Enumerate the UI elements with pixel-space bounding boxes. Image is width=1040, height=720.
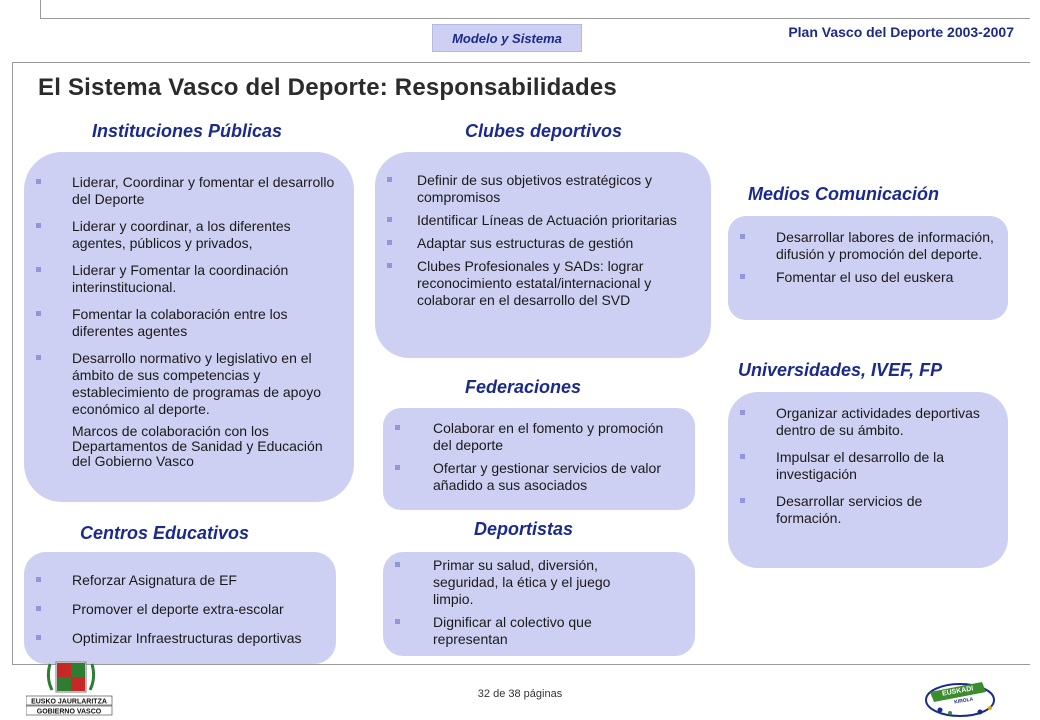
- clubes-list: [375, 172, 693, 309]
- left-rule: [12, 62, 13, 664]
- federaciones-list: [383, 420, 681, 494]
- clubes-box: [375, 152, 711, 358]
- logo-right-line2: KIROLA: [953, 696, 974, 706]
- page-title: El Sistema Vasco del Deporte: Responsabilidades: [38, 74, 617, 101]
- medios-box: [728, 216, 1008, 320]
- universidades-heading: Universidades, IVEF, FP: [738, 360, 943, 380]
- page-number: 32 de 38 páginas: [477, 688, 563, 700]
- instituciones-note: Marcos de colaboración con los Departamentos de Sanidad y Educación del Gobierno Vasco: [72, 423, 323, 469]
- logo-left-line2: GOBIERNO VASCO: [36, 708, 102, 716]
- top-rule: [40, 18, 1030, 19]
- list-item: Definir de sus objetivos estratégicos y compromisos: [375, 172, 693, 206]
- list-item: Identificar Líneas de Actuación prioritarias: [375, 212, 693, 229]
- list-item: Desarrollar labores de información, difusión y promoción del deporte.: [728, 229, 994, 263]
- header-rule: [12, 62, 1030, 63]
- deportistas-box: [383, 552, 695, 656]
- gobierno-vasco-logo: [26, 660, 116, 716]
- list-item: Liderar, Coordinar y fomentar el desarrollo del Deporte: [24, 174, 340, 208]
- universidades-box: [728, 392, 1008, 568]
- clubes-heading: Clubes deportivos: [465, 121, 623, 141]
- list-item: Colaborar en el fomento y promoción del deporte: [383, 420, 681, 454]
- footer-rule: [12, 664, 1030, 665]
- instituciones-heading: Instituciones Públicas: [92, 121, 283, 141]
- universidades-list: [728, 405, 986, 527]
- federaciones-box: [383, 408, 695, 510]
- plan-title: Plan Vasco del Deporte 2003-2007: [788, 24, 1014, 40]
- list-item: Liderar y coordinar, a los diferentes agentes, públicos y privados,: [24, 218, 340, 252]
- section-tag: Modelo y Sistema: [432, 24, 582, 52]
- list-item: Organizar actividades deportivas dentro de su ámbito.: [728, 405, 986, 439]
- list-item: Reforzar Asignatura de EF: [24, 572, 336, 589]
- instituciones-box: [24, 152, 354, 502]
- centros-list: [24, 572, 336, 647]
- federaciones-heading: Federaciones: [465, 377, 582, 397]
- medios-list: [728, 229, 994, 286]
- centros-box: [24, 552, 336, 664]
- left-rule-top: [40, 0, 41, 18]
- instituciones-list: [24, 174, 340, 418]
- list-item: Desarrollo normativo y legislativo en el ámbito de sus competencias y establecimiento de programas de apoyo económico al deporte.: [24, 350, 340, 418]
- list-item: Ofertar y gestionar servicios de valor añadido a sus asociados: [383, 460, 681, 494]
- list-item: Primar su salud, diversión, seguridad, la ética y el juego limpio.: [383, 557, 651, 608]
- list-item: Adaptar sus estructuras de gestión: [375, 235, 693, 252]
- list-item: Fomentar la colaboración entre los diferentes agentes: [24, 306, 340, 340]
- list-item: Impulsar el desarrollo de la investigación: [728, 449, 986, 483]
- list-item: Optimizar Infraestructuras deportivas: [24, 630, 336, 647]
- list-item: Liderar y Fomentar la coordinación interinstitucional.: [24, 262, 340, 296]
- centros-heading: Centros Educativos: [80, 523, 250, 543]
- euskadi-kirola-logo: [920, 678, 1000, 718]
- list-item: Clubes Profesionales y SADs: lograr reconocimiento estatal/internacional y colaborar en el desarrollo del SVD: [375, 258, 693, 309]
- list-item: Fomentar el uso del euskera: [728, 269, 994, 286]
- deportistas-heading: Deportistas: [474, 519, 574, 539]
- list-item: Promover el deporte extra-escolar: [24, 601, 336, 618]
- logo-right-line1: EUSKADI: [941, 685, 974, 698]
- medios-heading: Medios Comunicación: [748, 184, 940, 204]
- deportistas-list: [383, 557, 651, 648]
- logo-left-line1: EUSKO JAURLARITZA: [31, 698, 107, 706]
- list-item: Desarrollar servicios de formación.: [728, 493, 986, 527]
- list-item: Dignificar al colectivo que representan: [383, 614, 651, 648]
